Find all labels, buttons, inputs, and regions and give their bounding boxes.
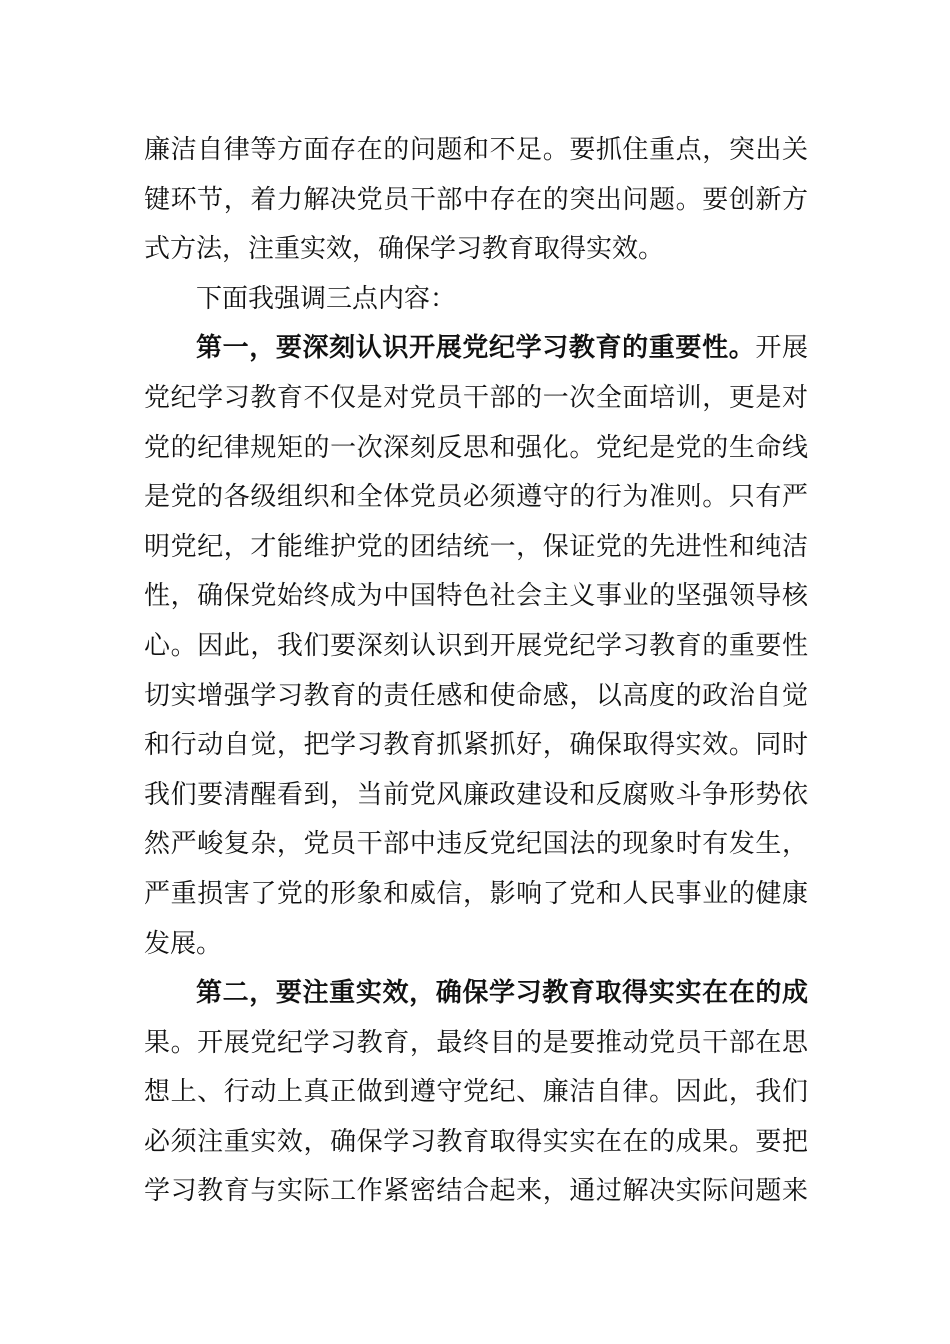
text-line: 学习教育与实际工作紧密结合起来，通过解决实际问题来: [144, 1176, 808, 1207]
text-line: 式方法，注重实效，确保学习教育取得实效。: [144, 234, 665, 265]
text-line: 切实增强学习教育的责任感和使命感，以高度的政治自觉: [144, 680, 808, 711]
text-line: 和行动自觉，把学习教育抓紧抓好，确保取得实效。同时: [144, 730, 808, 761]
text-line: 然严峻复杂，党员干部中违反党纪国法的现象时有发生，: [144, 829, 808, 860]
paragraph-first-line: [144, 324, 808, 374]
text-line: 果。开展党纪学习教育，最终目的是要推动党员干部在思: [144, 1027, 808, 1058]
text-line: 廉洁自律等方面存在的问题和不足。要抓住重点，突出关: [144, 135, 808, 165]
section-heading: 第一，要深刻认识开展党纪学习教育的重要性。: [196, 333, 756, 364]
text-line: 党纪学习教育不仅是对党员干部的一次全面培训，更是对: [144, 382, 808, 413]
text-line: 党的纪律规矩的一次深刻反思和强化。党纪是党的生命线: [144, 432, 808, 463]
text-line: 严重损害了党的形象和威信，影响了党和人民事业的健康: [144, 878, 808, 909]
text-line: 是党的各级组织和全体党员必须遵守的行为准则。只有严: [144, 482, 808, 513]
text-line: 发展。: [144, 928, 223, 959]
text-line: 我们要清醒看到，当前党风廉政建设和反腐败斗争形势依: [144, 779, 808, 810]
paragraph-first-line: [144, 969, 808, 1019]
section-heading: 第二，要注重实效，确保学习教育取得实实在在的成: [196, 978, 808, 1009]
text-line: 性，确保党始终成为中国特色社会主义事业的坚强领导核: [144, 581, 808, 612]
text-line: 明党纪，才能维护党的团结统一，保证党的先进性和纯洁: [144, 531, 808, 562]
text-line: 想上、行动上真正做到遵守党纪、廉洁自律。因此，我们: [144, 1077, 808, 1108]
text-line: 键环节，着力解决党员干部中存在的突出问题。要创新方: [144, 184, 808, 215]
document-body: [144, 126, 808, 1217]
text-line: 必须注重实效，确保学习教育取得实实在在的成果。要把: [144, 1126, 808, 1157]
text-run: 开展: [755, 333, 808, 364]
text-line: 心。因此，我们要深刻认识到开展党纪学习教育的重要性: [144, 630, 808, 661]
text-line: 下面我强调三点内容：: [196, 283, 457, 314]
